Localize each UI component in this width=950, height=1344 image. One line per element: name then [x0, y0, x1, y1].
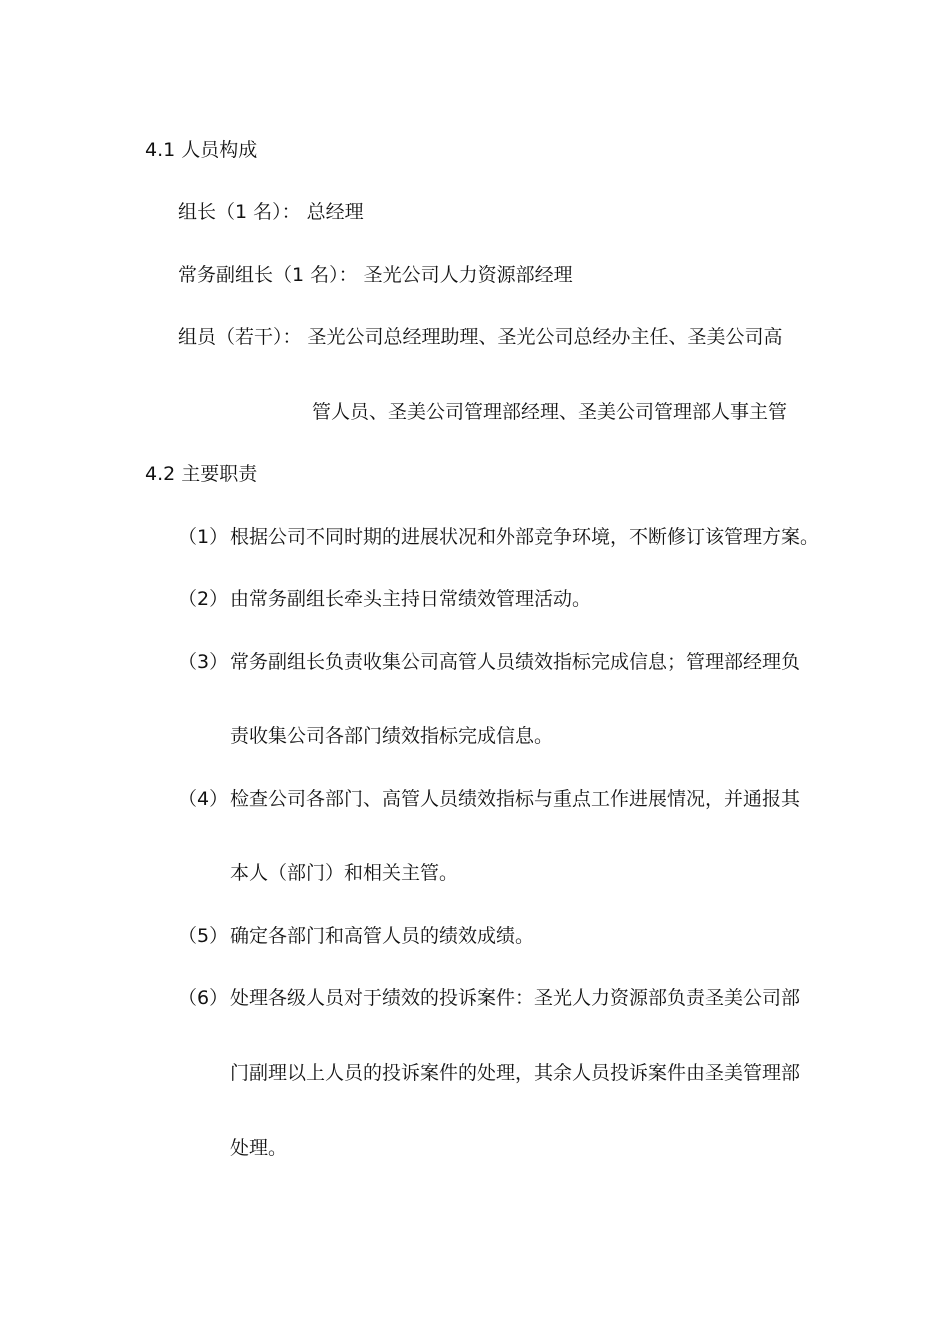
list-item-text: 检查公司各部门、高管人员绩效指标与重点工作进展情况，并通报其 [230, 788, 801, 810]
section-heading-4-1: 4.1 人员构成 [145, 139, 258, 161]
list-item-text: 处理各级人员对于绩效的投诉案件：圣光人力资源部负责圣美公司部 [230, 987, 801, 1009]
list-item-text-continued: 门副理以上人员的投诉案件的处理，其余人员投诉案件由圣美管理部 [230, 1062, 801, 1084]
list-item-text-continued: 责收集公司各部门绩效指标完成信息。 [230, 725, 554, 747]
list-item-number: （3） [178, 651, 229, 673]
members-line-2: 管人员、圣美公司管理部经理、圣美公司管理部人事主管 [312, 401, 788, 423]
list-item-text: 常务副组长负责收集公司高管人员绩效指标完成信息；管理部经理负 [230, 651, 801, 673]
list-item-number: （6） [178, 987, 229, 1009]
list-item-text-continued: 本人（部门）和相关主管。 [230, 862, 459, 884]
members-line-1: 组员（若干）： 圣光公司总经理助理、圣光公司总经办主任、圣美公司高 [178, 326, 783, 348]
list-item-text: 根据公司不同时期的进展状况和外部竞争环境，不断修订该管理方案。 [230, 526, 820, 548]
list-item-text-continued: 处理。 [230, 1137, 288, 1159]
list-item-number: （4） [178, 788, 229, 810]
list-item-number: （1） [178, 526, 229, 548]
list-item-text: 确定各部门和高管人员的绩效成绩。 [230, 925, 535, 947]
section-heading-4-2: 4.2 主要职责 [145, 463, 258, 485]
list-item-number: （2） [178, 588, 229, 610]
leader-line: 组长（1 名）： 总经理 [178, 201, 364, 223]
list-item-number: （5） [178, 925, 229, 947]
deputy-leader-line: 常务副组长（1 名）： 圣光公司人力资源部经理 [178, 264, 573, 286]
list-item-text: 由常务副组长牵头主持日常绩效管理活动。 [230, 588, 592, 610]
